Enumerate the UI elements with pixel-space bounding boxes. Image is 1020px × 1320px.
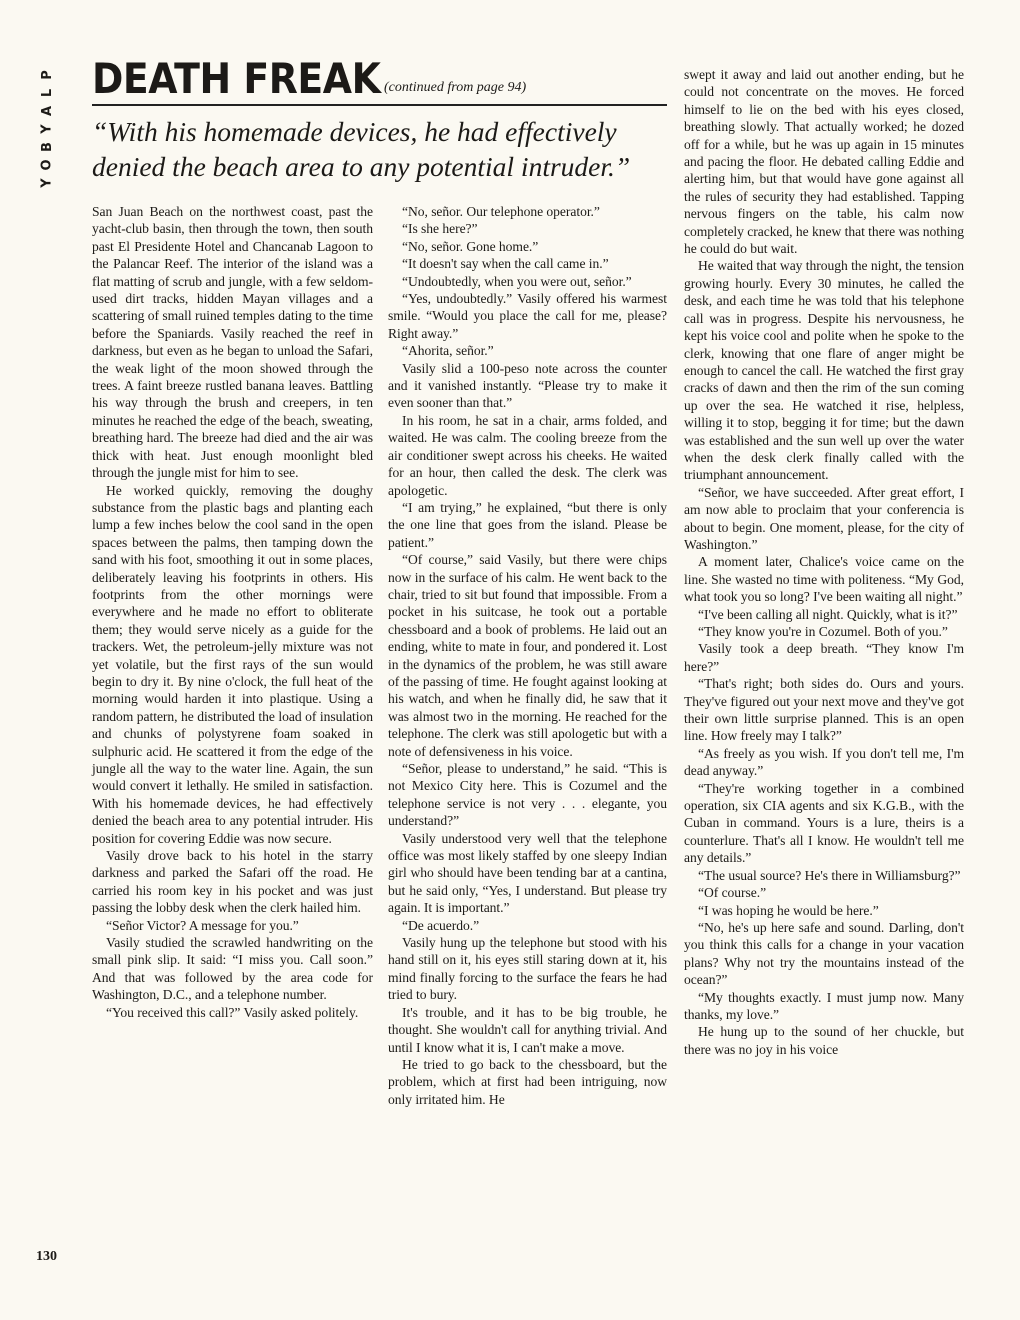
paragraph: Vasily studied the scrawled handwriting on the small pink slip. It said: “I miss you. Call soon.” And that was followed by the area code for Washington, D.C., and a telephone number.	[92, 935, 373, 1003]
paragraph: swept it away and laid out another ending, but he could not concentrate on the moves. He forced himself to lie on the bed with his eyes closed, breathing slowly. That actually worked; he dozed off for a while, but he was up again in 15 minutes and pacing the floor. He debated calling Eddie and alerting him, but that would have gone against all the rules of security they had established. Tapping nervous fingers on the table, his calm now completely cracked, he knew that there was nothing he could do but wait.	[684, 67, 964, 257]
paragraph: He worked quickly, removing the doughy substance from the plastic bags and planting each lump a few inches below the cool sand in the open spaces between the palms, then tamping down the sand with his foot, smoothing it out in some places, deliberately leaving his footprints in others. His footprints from the other mornings were everywhere and he made no effort to obliterate them; they would serve nicely as a guide for the trackers. Wet, the petroleum-jelly mixture was not yet volatile, but the first rays of the sun would begin to dry it. By nine o'clock, the full heat of the morning would harden it into plastique. Using a random pattern, he distributed the load of insulation and chunks of polystyrene foam soaked in sulphuric acid. He scattered it from the edge of the jungle all the way to the water line. Again, the sun would convert it lethally. He smiled in satisfaction. With his homemade devices, he had effectively denied the beach area to any potential intruder. His position for covering Eddie was now secure.	[92, 482, 373, 846]
paragraph: “It doesn't say when the call came in.”	[402, 256, 609, 272]
paragraph: “No, he's up here safe and sound. Darling, don't you think this calls for a change in your vacation plans? Why not try the mountains instead of the ocean?”	[684, 919, 964, 988]
paragraph: “Is she here?”	[402, 221, 478, 237]
paragraph: He tried to go back to the chessboard, but the problem, which at first had been intriguing, now only irritated him. He	[388, 1056, 667, 1107]
paragraph: It's trouble, and it has to be big trouble, he thought. She wouldn't call for anything trivial. And until I know what it is, I can't make a move.	[388, 1004, 667, 1055]
paragraph: “Señor, we have succeeded. After great effort, I am now able to proclaim that your conferencia is about to begin. One moment, please, for the city of Washington.”	[684, 484, 964, 552]
paragraph: “Señor, please to understand,” he said. “This is not Mexico City here. This is Cozumel and the telephone service is not very . . . elegante, you understand?”	[388, 761, 667, 829]
text-column-2	[388, 203, 667, 1108]
title-rule	[92, 104, 667, 106]
magazine-letter: O	[40, 159, 55, 171]
pull-quote	[92, 114, 672, 184]
paragraph: “Undoubtedly, when you were out, señor.”	[402, 273, 632, 289]
magazine-letter: B	[39, 142, 55, 152]
paragraph: “As freely as you wish. If you don't tell me, I'm dead anyway.”	[684, 745, 964, 779]
paragraph: “Yes, undoubtedly.” Vasily offered his warmest smile. “Would you place the call for me, please? Right away.”	[388, 291, 667, 341]
pull-quote-line: “With his homemade devices, he had effectively	[92, 116, 617, 147]
paragraph: “Señor Victor? A message for you.”	[106, 917, 299, 933]
paragraph: Vasily understood very well that the telephone office was most likely staffed by one sleepy Indian girl who should have been tending bar at a cantina, but he said only, “Yes, I understand. But please try again. It is important.”	[388, 830, 667, 916]
magazine-letter: L	[39, 88, 55, 98]
paragraph: Vasily slid a 100-peso note across the counter and it vanished instantly. “Please try to make it even sooner than that.”	[388, 360, 667, 411]
paragraph: “No, señor. Our telephone operator.”	[402, 204, 600, 219]
paragraph: Vasily hung up the telephone but stood with his hand still on it, his eyes still staring down at it, his mind finally forcing to the surface the fears he had tried to bury.	[388, 935, 667, 1003]
paragraph: A moment later, Chalice's voice came on the line. She wasted no time with politeness. “My God, what took you so long? I've been waiting all night.”	[684, 554, 964, 605]
paragraph: “They know you're in Cozumel. Both of you.”	[698, 624, 948, 639]
text-column-1	[92, 203, 373, 1021]
article-title: DEATH FREAK	[92, 54, 381, 103]
paragraph: “Of course.”	[698, 885, 767, 901]
paragraph: “Ahorita, señor.”	[402, 343, 494, 359]
paragraph: “Of course,” said Vasily, but there were chips now in the surface of his calm. He went back to the chair, tried to sit but found that impossible. From a pocket in his suitcase, he took out a portable chessboard and a book of problems. He laid out an ending, white to mate in four, and pondered it. Lost in the dynamics of the problem, he was still aware of the passing of time. He fought against looking at his watch, and when he finally did, he saw that it was almost two in the morning. He reached for the telephone. The clerk was still apologetic but with a note of defensiveness in his voice.	[388, 552, 667, 759]
paragraph: “I am trying,” he explained, “but there is only the one line that goes from the island. Please be patient.”	[388, 499, 667, 550]
paragraph: In his room, he sat in a chair, arms folded, and waited. He was calm. The cooling breeze from the air conditioner swept across his cheeks. He waited for an hour, then called the desk. The clerk was apologetic.	[388, 412, 667, 498]
magazine-name-vertical	[37, 66, 59, 192]
paragraph: “That's right; both sides do. Ours and yours. They've figured out your next move and they've got their own little surprise planned. This is an open line. How freely may I talk?”	[684, 676, 964, 744]
magazine-letter: A	[40, 105, 55, 117]
article-header	[92, 54, 667, 103]
paragraph: “You received this call?” Vasily asked politely.	[106, 1004, 359, 1020]
paragraph: He hung up to the sound of her chuckle, but there was no joy in his voice	[684, 1024, 964, 1057]
magazine-letter: Y	[39, 178, 55, 188]
text-column-3	[684, 66, 964, 1058]
paragraph: San Juan Beach on the northwest coast, past the yacht-club basin, then through the town, then south past El Presidente Hotel and Chancanab Lagoon to the Palancar Reef. The interior of the island was a flat matting of scrub and jungle, with a few seldom-used dirt tracks, hidden Mayan villages and a scattering of small ruined temples dating to the time before the Spaniards. Vasily reached the reef in darkness, but even as he began to unload the Safari, the weak light of the moon showed through the trees. A faint breeze rustled banana leaves. Battling his way through the brush and creepers, in ten minutes he reached the edge of the beach, sweating, breathing hard. The breeze had died and the air was thick with heat. Just enough moonlight bled through the jungle mist for him to see.	[92, 204, 373, 481]
paragraph: “The usual source? He's there in Williamsburg?”	[698, 867, 961, 883]
magazine-letter: P	[40, 70, 55, 80]
paragraph: “I was hoping he would be here.”	[698, 902, 879, 918]
magazine-letter: Y	[39, 124, 55, 134]
pull-quote-line: denied the beach area to any potential intruder.”	[92, 151, 631, 182]
continued-note: (continued from page 94)	[384, 80, 527, 95]
paragraph: Vasily drove back to his hotel in the starry darkness and parked the Safari off the road. He carried his room key in his pocket and was just passing the lobby desk when the clerk hailed him.	[92, 848, 373, 916]
paragraph: “No, señor. Gone home.”	[402, 238, 539, 254]
paragraph: “They're working together in a combined operation, six CIA agents and six K.G.B., with the Cuban in command. Yours is a lure, theirs is a counterlure. That's all I know. He wouldn't tell me any details.”	[684, 780, 964, 866]
paragraph: “De acuerdo.”	[402, 917, 480, 933]
paragraph: Vasily took a deep breath. “They know I'm here?”	[684, 641, 964, 674]
paragraph: He waited that way through the night, the tension growing hourly. Every 30 minutes, he called the desk, and each time he was told that his telephone call was in progress. Despite his nervousness, he kept his voice cool and polite when he spoke to the clerk, knowing that one flare of anger might be enough to cancel the call. He watched the first gray cracks of dawn and then the rim of the sun coming up over the sea. He watched it rise, helpless, willing it to stop, begging it for time; but the dawn was established and the sun well up over the water when the desk clerk finally called with the triumphant announcement.	[684, 258, 964, 483]
page-number: 130	[36, 1249, 57, 1264]
paragraph: “My thoughts exactly. I must jump now. Many thanks, my love.”	[684, 989, 964, 1022]
paragraph: “I've been calling all night. Quickly, what is it?”	[698, 606, 958, 622]
